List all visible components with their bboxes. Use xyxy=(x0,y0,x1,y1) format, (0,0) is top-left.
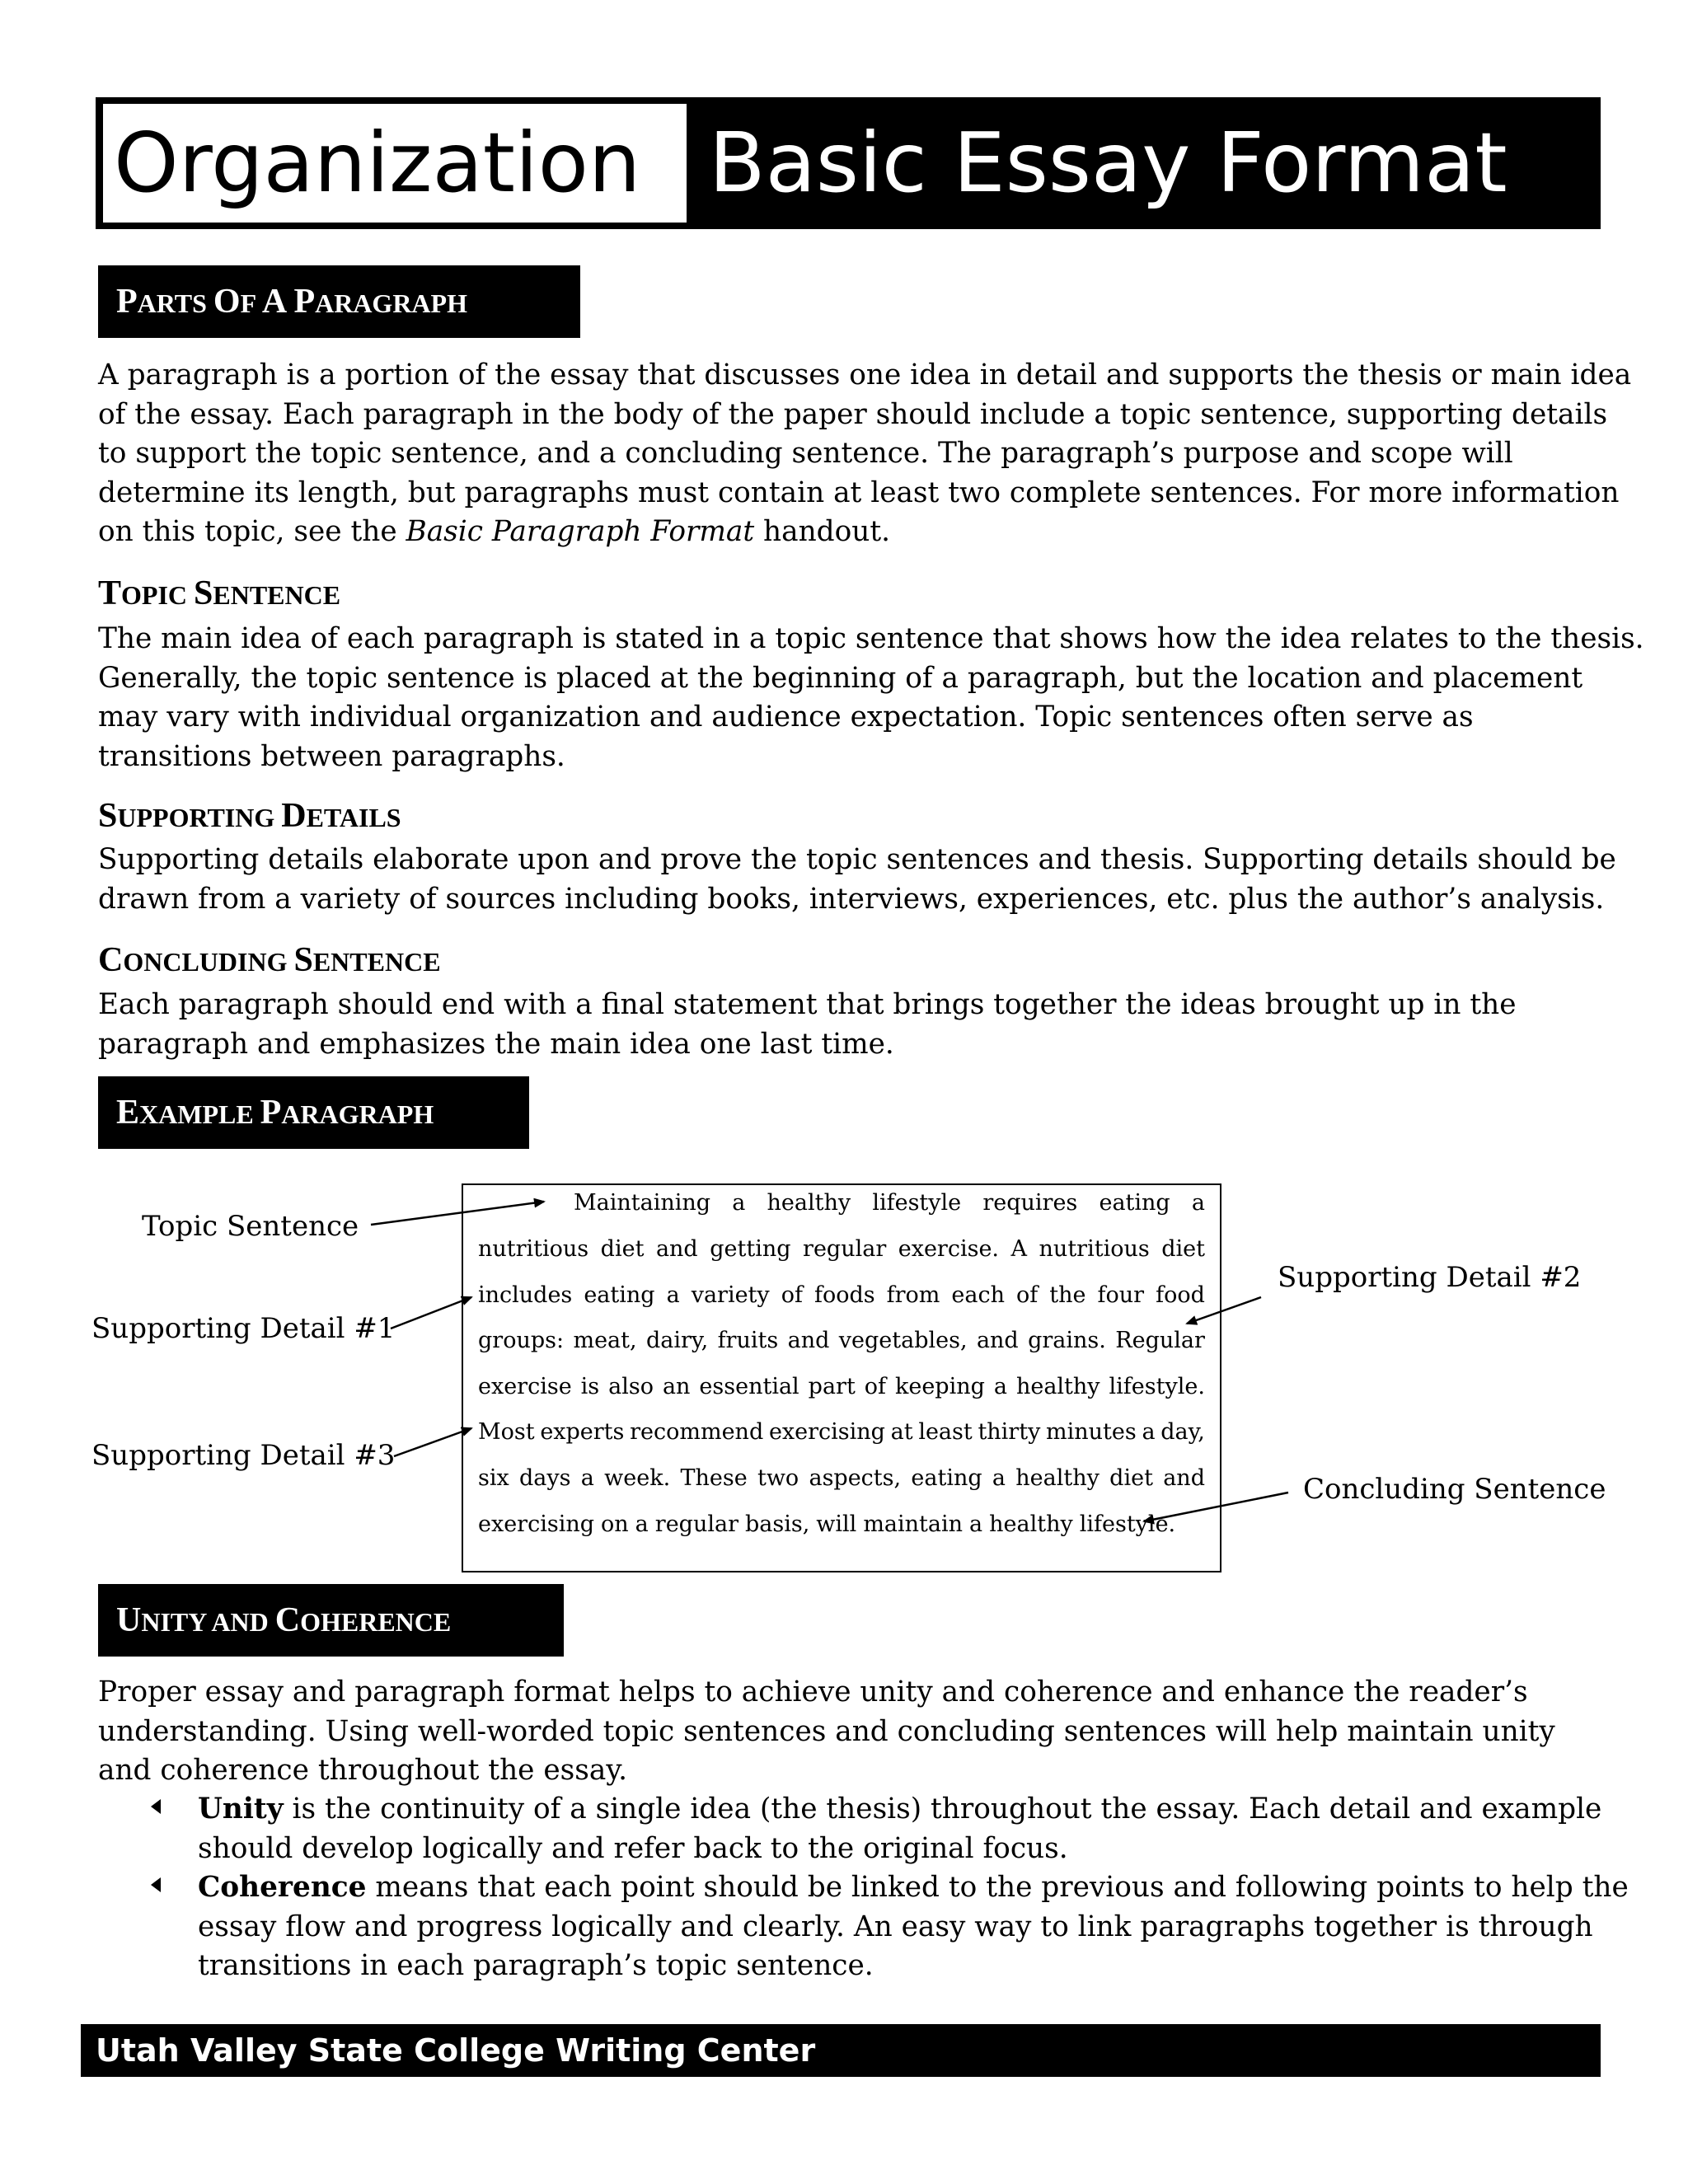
example-word: a xyxy=(1142,1419,1156,1445)
example-word: Maintaining xyxy=(574,1190,711,1216)
example-word: lifestyle. xyxy=(1079,1511,1176,1537)
example-word: four xyxy=(1097,1282,1145,1308)
example-word: a xyxy=(969,1511,983,1537)
example-word: and xyxy=(1163,1465,1205,1491)
example-word: meat, xyxy=(573,1328,637,1353)
example-word: week. xyxy=(604,1465,671,1491)
example-word: and xyxy=(787,1328,830,1353)
term-unity: Unity xyxy=(198,1793,284,1825)
example-word: regular xyxy=(654,1511,738,1537)
example-word: recommend xyxy=(630,1419,764,1445)
text-line: to support the topic sentence, and a concluding sentence. The paragraph’s purpose and scope will xyxy=(98,437,1513,470)
example-word: healthy xyxy=(989,1511,1073,1537)
text-line: drawn from a variety of sources including books, interviews, experiences, etc. plus the author’s analysis. xyxy=(98,882,1605,916)
example-word: groups: xyxy=(478,1328,565,1353)
page-title: Basic Essay Format xyxy=(709,115,1507,211)
example-word: vegetables, xyxy=(838,1328,968,1353)
text-line: Coherence means that each point should be linked to the previous and following points to help the xyxy=(198,1871,1629,1904)
example-word: variety xyxy=(691,1282,770,1308)
example-word: getting xyxy=(710,1236,791,1262)
text-line: essay flow and progress logically and clearly. An easy way to link paragraphs together is through xyxy=(198,1910,1593,1943)
term-coherence: Coherence xyxy=(198,1871,367,1904)
text-line: should develop logically and refer back to the original focus. xyxy=(198,1831,1068,1865)
example-word: diet xyxy=(600,1236,645,1262)
example-word: a xyxy=(732,1190,746,1216)
text-line: transitions in each paragraph’s topic sentence. xyxy=(198,1949,874,1982)
example-word: experts xyxy=(540,1419,625,1445)
subheading-topic-sentence: TOPIC SENTENCE xyxy=(98,574,341,612)
example-word: grains. xyxy=(1028,1328,1106,1353)
example-word: a xyxy=(666,1282,680,1308)
section-heading-example-paragraph: EXAMPLE PARAGRAPH xyxy=(98,1076,529,1149)
subheading-supporting-details: SUPPORTING DETAILS xyxy=(98,797,401,835)
example-word: Regular xyxy=(1115,1328,1205,1353)
text-line: on this topic, see the Basic Paragraph Format handout. xyxy=(98,515,891,548)
example-word: exercising xyxy=(478,1511,595,1537)
example-word: aspects, xyxy=(809,1465,902,1491)
example-word: food xyxy=(1156,1282,1205,1308)
subheading-concluding-sentence: CONCLUDING SENTENCE xyxy=(98,941,441,979)
example-word: will xyxy=(816,1511,857,1537)
example-word: A xyxy=(1010,1236,1028,1262)
text-line: and coherence throughout the essay. xyxy=(98,1754,628,1787)
label-supporting-detail-2: Supporting Detail #2 xyxy=(1278,1261,1582,1294)
example-word: essential xyxy=(699,1374,799,1399)
text-line: Supporting details elaborate upon and prove the topic sentences and thesis. Supporting details should be xyxy=(98,843,1616,876)
example-word: a xyxy=(992,1465,1006,1491)
example-word: foods xyxy=(814,1282,875,1308)
section-heading-unity-and-coherence: UNITY AND COHERENCE xyxy=(98,1584,564,1657)
text-line: The main idea of each paragraph is stated in a topic sentence that shows how the idea relates to the thesis. xyxy=(98,622,1644,655)
footer-bar: Utah Valley State College Writing Center xyxy=(81,2024,1601,2077)
arrow-concluding-sentence xyxy=(1144,1493,1288,1521)
example-word: nutritious xyxy=(478,1236,589,1262)
example-word: exercising xyxy=(768,1419,885,1445)
example-word: thirty xyxy=(978,1419,1041,1445)
arrow-supporting-detail-2 xyxy=(1187,1297,1261,1324)
example-word: These xyxy=(680,1465,748,1491)
arrow-supporting-detail-3 xyxy=(394,1428,471,1456)
bullet-triangle-icon xyxy=(151,1877,161,1892)
arrow-topic-sentence xyxy=(371,1202,544,1225)
example-word: diet xyxy=(1109,1465,1153,1491)
category-title: Organization xyxy=(103,104,687,223)
example-word: fruits xyxy=(717,1328,779,1353)
example-word: includes xyxy=(478,1282,573,1308)
label-topic-sentence: Topic Sentence xyxy=(142,1210,359,1243)
example-word: least xyxy=(918,1419,973,1445)
bullet-triangle-icon xyxy=(151,1799,161,1814)
example-word: of xyxy=(781,1282,803,1308)
example-word: and xyxy=(655,1236,698,1262)
example-word: healthy xyxy=(1015,1465,1100,1491)
example-word: healthy xyxy=(1015,1374,1100,1399)
text-line: may vary with individual organization and audience expectation. Topic sentences often serve as xyxy=(98,701,1474,733)
label-supporting-detail-1: Supporting Detail #1 xyxy=(91,1312,396,1345)
example-word: keeping xyxy=(894,1374,985,1399)
section-heading-parts-of-a-paragraph: PARTS OF A PARAGRAPH xyxy=(98,265,580,338)
example-word: also xyxy=(608,1374,654,1399)
example-word: day, xyxy=(1160,1419,1205,1445)
example-word: the xyxy=(1049,1282,1086,1308)
example-word: an xyxy=(662,1374,691,1399)
example-word: on xyxy=(601,1511,629,1537)
example-word: eating xyxy=(584,1282,655,1308)
unity-coherence-paragraph xyxy=(98,1673,1598,1791)
text-line: Generally, the topic sentence is placed at the beginning of a paragraph, but the location and placement xyxy=(98,661,1583,695)
example-word: maintain xyxy=(863,1511,964,1537)
example-word: of xyxy=(864,1374,887,1399)
example-word: and xyxy=(976,1328,1019,1353)
example-word: basis, xyxy=(744,1511,810,1537)
example-word: regular xyxy=(803,1236,887,1262)
text-line: determine its length, but paragraphs must contain at least two complete sentences. For more information xyxy=(98,476,1620,509)
example-word: a xyxy=(993,1374,1007,1399)
text-line: Unity is the continuity of a single idea (the thesis) throughout the essay. Each detail and example xyxy=(198,1793,1602,1825)
bullet-coherence xyxy=(198,1868,1629,1986)
arrow-supporting-detail-1 xyxy=(391,1297,471,1329)
example-word: eating xyxy=(1099,1190,1170,1216)
example-word: requires xyxy=(982,1190,1078,1216)
example-word: a xyxy=(1191,1190,1205,1216)
example-word: minutes xyxy=(1046,1419,1137,1445)
label-supporting-detail-3: Supporting Detail #3 xyxy=(91,1439,396,1472)
label-concluding-sentence: Concluding Sentence xyxy=(1303,1473,1606,1506)
text-line: understanding. Using well-worded topic sentences and concluding sentences will help maintain unity xyxy=(98,1714,1555,1748)
example-word: nutritious xyxy=(1039,1236,1150,1262)
text-line: of the essay. Each paragraph in the body of the paper should include a topic sentence, supporting details xyxy=(98,397,1608,431)
example-word: exercise. xyxy=(898,1236,1000,1262)
example-word: two xyxy=(757,1465,799,1491)
text-line: A paragraph is a portion of the essay that discusses one idea in detail and supports the thesis or main idea xyxy=(98,359,1632,391)
example-word: a xyxy=(580,1465,594,1491)
example-word: is xyxy=(580,1374,600,1399)
example-word: healthy xyxy=(767,1190,851,1216)
text-line: Proper essay and paragraph format helps to achieve unity and coherence and enhance the reader’s xyxy=(98,1675,1528,1708)
text-line: Each paragraph should end with a final statement that brings together the ideas brought up in the xyxy=(98,988,1517,1021)
example-word: a xyxy=(635,1511,649,1537)
example-word: part xyxy=(808,1374,856,1399)
text-line: paragraph and emphasizes the main idea one last time. xyxy=(98,1027,894,1061)
example-word: Most xyxy=(478,1419,535,1445)
example-word: each xyxy=(951,1282,1005,1308)
example-word: six xyxy=(478,1465,509,1491)
example-word: lifestyle. xyxy=(1109,1374,1205,1399)
example-word: at xyxy=(890,1419,913,1445)
example-word: dairy, xyxy=(645,1328,709,1353)
handout-title: Basic Paragraph Format xyxy=(406,515,755,548)
example-word: of xyxy=(1016,1282,1039,1308)
example-word: eating xyxy=(911,1465,982,1491)
example-word: from xyxy=(886,1282,940,1308)
text-line: transitions between paragraphs. xyxy=(98,739,565,773)
example-word: diet xyxy=(1161,1236,1205,1262)
example-word: lifestyle xyxy=(872,1190,962,1216)
bullet-unity xyxy=(198,1790,1602,1868)
example-word: days xyxy=(519,1465,571,1491)
example-word: exercise xyxy=(478,1374,572,1399)
